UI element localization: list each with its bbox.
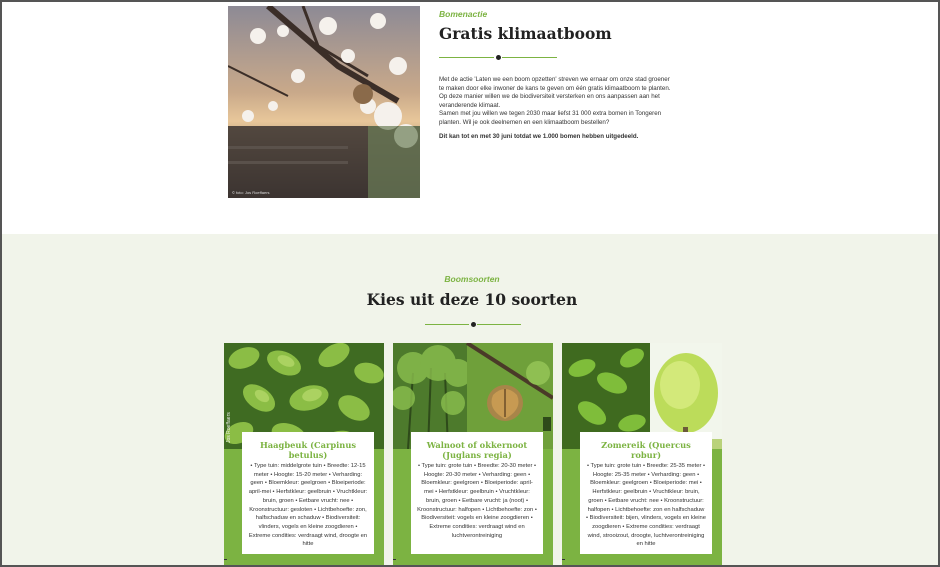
species-card-zomereik[interactable]: [562, 343, 722, 565]
card-marker: [562, 559, 565, 560]
species-description: • Type tuin: grote tuin • Breedte: 20-30 meter • Hoogte: 20-30 meter • Verharding: geen • Bloemkleur: geelgroen • Bloeiperiode: april-mei • Herfstkleur: geelbruin • Vruchtkleur: bruin, groen • Eetbare vrucht: ja (noot) • Kroonstructuur: halfopen • Lichtbehoefte: zon • Biodiversiteit: vogels en kleine zoogdieren • Extreme condities: verdraagt wind en luchtverontreiniging: [417, 463, 537, 539]
species-divider: [425, 321, 521, 327]
intro-section: [2, 2, 938, 234]
species-name[interactable]: Haagbeuk (Carpinus betulus): [259, 440, 357, 460]
species-card-haagbeuk[interactable]: [224, 343, 384, 565]
card-marker: [224, 559, 227, 560]
intro-paragraph: Met de actie 'Laten we een boom opzetten' streven we ernaar om onze stad groener te maken door elke inwoner de kans te geven om één gratis klimaatboom te planten. Op deze manier willen we de biodiversiteit versterken en ons aanpassen aan het veranderende klimaat.: [439, 76, 671, 109]
species-name[interactable]: Zomereik (Quercus robur): [601, 440, 691, 460]
page: [2, 2, 938, 565]
divider-dot-icon: [496, 55, 501, 60]
species-card-content: [411, 432, 543, 554]
title-divider: [439, 54, 557, 60]
species-section: [2, 234, 938, 565]
intro-text: [439, 76, 675, 141]
species-card-content: [580, 432, 712, 554]
species-card-walnoot[interactable]: [393, 343, 553, 565]
divider-dot-icon: [471, 322, 476, 327]
species-card-content: [242, 432, 374, 554]
photo-credit: Jos Roeffaers: [226, 412, 232, 443]
intro-eyebrow: Bomenactie: [439, 9, 488, 19]
card-marker: [393, 559, 396, 560]
species-description: • Type tuin: grote tuin • Breedte: 25-35 meter • Hoogte: 25-35 meter • Verharding: geen • Bloemkleur: geelgroen • Bloeiperiode: mei • Herfstkleur: geelbruin • Vruchtkleur: bruin, groen • Eetbare vrucht: nee • Kroonstructuur: halfopen • Lichtbehoefte: zon en halfschaduw • Biodiversiteit: bijen, vlinders, vogels en kleine zoogdieren • Extreme condities: verdraagt wind, strooizout, droogte, luchtverontreiniging en hitte: [586, 463, 706, 548]
page-title: Gratis klimaatboom: [439, 24, 612, 43]
intro-deadline: Dit kan tot en met 30 juni totdat we 1.000 bomen hebben uitgedeeld.: [439, 132, 639, 140]
species-name[interactable]: Walnoot of okkernoot (Juglans regia): [426, 440, 528, 460]
species-eyebrow: Boomsoorten: [444, 274, 500, 284]
image-credit: © foto: Jos Roeffaers: [232, 190, 270, 195]
species-title: Kies uit deze 10 soorten: [366, 290, 578, 309]
blossom-photo: [228, 6, 420, 198]
species-description: • Type tuin: middelgrote tuin • Breedte: 12-15 meter • Hoogte: 15-20 meter • Verharding: geen • Bloemkleur: geelgroen • Bloeiperiode: april-mei • Herfstkleur: geelbruin • Vruchtkleur: bruin, groen • Eetbare vrucht: nee • Kroonstructuur: gesloten • Lichtbehoefte: zon, halfschaduw en schaduw • Biodiversiteit: vlinders, vogels en kleine zoogdieren • Extreme condities: verdraagt wind, droogte en hitte: [248, 463, 368, 548]
intro-paragraph: Samen met jou willen we tegen 2030 maar liefst 31 000 extra bomen in Tongeren planten. Wil je ook deelnemen en een klimaatboom bestellen?: [439, 110, 662, 126]
